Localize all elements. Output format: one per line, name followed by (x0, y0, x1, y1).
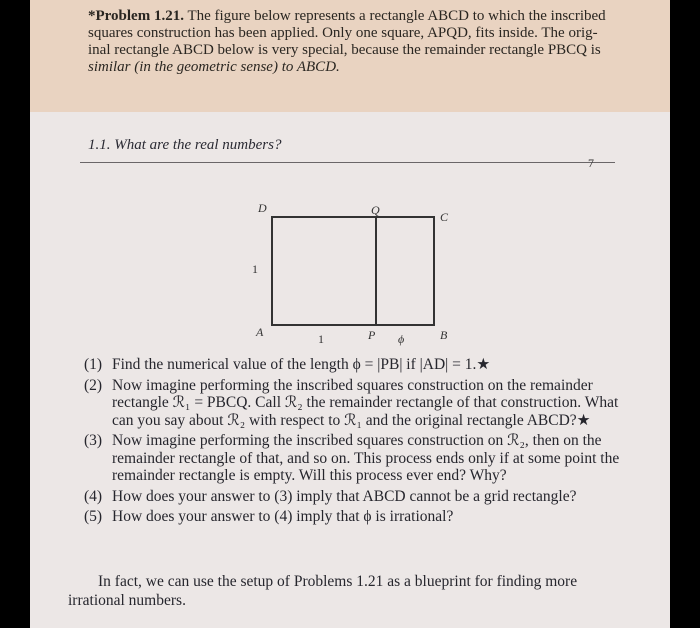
question-item-3 (84, 432, 624, 485)
rectangle-abcd (272, 217, 434, 325)
label-d: D (258, 201, 267, 215)
problem-line-2: squares construction has been applied. Only one square, APQD, fits inside. The orig- (88, 25, 598, 41)
label-phi: ϕ (398, 332, 405, 346)
question-text: Now imagine performing the inscribed squares construction on the remainder rectangle ℛ₁ = PBCQ. Call ℛ₂ the remainder rectangle of that construction. What can you say about ℛ₂ with respect to ℛ₁ and the original rectangle ABCD?★ (112, 376, 619, 429)
question-text: How does your answer to (3) imply that ABCD cannot be a grid rectangle? (112, 487, 577, 505)
question-item-2 (84, 377, 624, 430)
question-text: Find the numerical value of the length ϕ = |PB| if |AD| = 1.★ (112, 356, 491, 373)
label-side-1: 1 (252, 262, 258, 276)
question-number: (2) (84, 376, 103, 394)
question-list (84, 356, 624, 529)
question-item-1 (84, 356, 624, 374)
question-number: (1) (84, 356, 103, 373)
label-a: A (256, 325, 264, 339)
question-text: How does your answer to (4) imply that ϕ is irrational? (112, 508, 454, 525)
label-c: C (440, 210, 449, 224)
label-q: Q (371, 203, 380, 217)
question-text: Now imagine performing the inscribed squares construction on ℛ₂, then on the remainder rectangle of that, and so on. This process ends only if at some point the remainder rectangle is empty. Will this process ever end? Why? (112, 432, 620, 484)
closing-paragraph: In fact, we can use the setup of Problems 1.21 as a blueprint for finding more irrational numbers. (68, 573, 578, 609)
section-heading: 1.1. What are the real numbers? (88, 137, 282, 153)
rectangle-figure (240, 195, 460, 355)
question-number: (4) (84, 487, 103, 505)
question-item-4 (84, 488, 624, 506)
problem-label: *Problem 1.21. (88, 8, 184, 24)
question-number: (5) (84, 508, 103, 525)
problem-line-3: inal rectangle ABCD below is very special, because the remainder rectangle PBCQ is (88, 42, 601, 58)
question-item-5 (84, 508, 624, 526)
question-number: (3) (84, 432, 103, 449)
header-rule (80, 162, 615, 163)
label-bottom-1: 1 (318, 332, 324, 346)
problem-line-1: The figure below represents a rectangle ABCD to which the inscribed (187, 8, 606, 24)
label-b: B (440, 328, 448, 342)
problem-statement (88, 8, 653, 76)
label-p: P (368, 328, 376, 342)
problem-line-4: similar (in the geometric sense) to ABCD. (88, 59, 340, 75)
page-number: 7 (588, 156, 594, 170)
